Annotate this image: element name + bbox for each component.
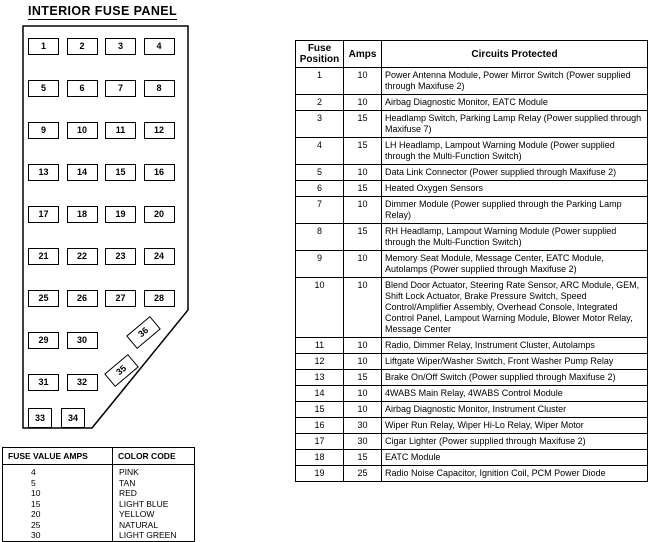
circuits-cell: Airbag Diagnostic Monitor, Instrument Cluster [382, 402, 648, 418]
circuits-table-head [296, 41, 648, 68]
fuse-number: 13 [38, 167, 49, 177]
fuse-position-cell: 5 [296, 165, 344, 181]
fuse-9 [28, 122, 59, 139]
circuits-header-position: Fuse Position [296, 41, 344, 68]
color-code-table [2, 447, 195, 542]
amps-cell: 10 [344, 402, 382, 418]
color-code-header-row [3, 448, 195, 465]
circuits-row [296, 138, 648, 165]
fuse-position-cell: 12 [296, 354, 344, 370]
fuse-number: 1 [40, 41, 46, 51]
fuse-17 [28, 206, 59, 223]
circuits-row [296, 251, 648, 278]
fuse-number: 31 [38, 377, 49, 387]
amps-cell: 10 [344, 251, 382, 278]
fuse-25 [28, 290, 59, 307]
fuse-31 [28, 374, 59, 391]
fuse-21 [28, 248, 59, 265]
fuse-33 [28, 408, 52, 428]
fuse-position-cell: 4 [296, 138, 344, 165]
fuse-position-cell: 11 [296, 338, 344, 354]
circuits-row [296, 370, 648, 386]
color-name-cell: TAN [119, 477, 136, 488]
fuse-position-cell: 8 [296, 224, 344, 251]
amps-cell: 10 [344, 338, 382, 354]
fuse-number: 9 [40, 125, 46, 135]
amps-cell: 10 [344, 68, 382, 95]
fuse-18 [67, 206, 98, 223]
circuits-row [296, 466, 648, 482]
fuse-position-cell: 3 [296, 111, 344, 138]
circuits-cell: Airbag Diagnostic Monitor, EATC Module [382, 95, 648, 111]
fuse-number: 3 [117, 41, 123, 51]
fuse-number: 26 [76, 293, 87, 303]
fuse-number: 28 [153, 293, 164, 303]
fuse-14 [67, 164, 98, 181]
fuse-19 [105, 206, 136, 223]
circuits-cell: Blend Door Actuator, Steering Rate Sensor, ARC Module, GEM, Shift Lock Actuator, Brake Pressure Switch, Speed Control/Amplifier Assembly, Overhead Console, Integrated Control Panel, Lampout Warning Module, Blower Motor Relay, Message Center [382, 278, 648, 338]
color-table-header-color: COLOR CODE [113, 448, 195, 465]
circuits-row [296, 450, 648, 466]
fuse-number: 27 [115, 293, 126, 303]
circuits-row [296, 197, 648, 224]
fuse-22 [67, 248, 98, 265]
amps-cell: 15 [344, 181, 382, 197]
fuse-number: 6 [79, 83, 85, 93]
circuits-cell: LH Headlamp, Lampout Warning Module (Power supplied through the Multi-Function Switch) [382, 138, 648, 165]
amps-value-cell: 25 [3, 520, 113, 531]
fuse-position-cell: 6 [296, 181, 344, 197]
fuse-20 [144, 206, 175, 223]
circuits-cell: Radio, Dimmer Relay, Instrument Cluster, Autolamps [382, 338, 648, 354]
fuse-number: 16 [153, 167, 164, 177]
circuits-cell: Heated Oxygen Sensors [382, 181, 648, 197]
fuse-number: 8 [156, 83, 162, 93]
circuits-cell: 4WABS Main Relay, 4WABS Control Module [382, 386, 648, 402]
circuits-table [295, 40, 648, 482]
fuse-position-cell: 2 [296, 95, 344, 111]
amps-cell: 15 [344, 111, 382, 138]
amps-cell: 10 [344, 197, 382, 224]
circuits-row [296, 338, 648, 354]
fuse-number: 30 [76, 335, 87, 345]
color-name-cell: RED [119, 488, 137, 498]
circuits-cell: EATC Module [382, 450, 648, 466]
fuse-34 [61, 408, 85, 428]
amps-cell: 10 [344, 386, 382, 402]
amps-cell: 25 [344, 466, 382, 482]
fuse-number: 34 [67, 412, 78, 423]
fuse-8 [144, 80, 175, 97]
fuse-number: 19 [115, 209, 126, 219]
fuse-number: 14 [76, 167, 87, 177]
fuse-position-cell: 18 [296, 450, 344, 466]
fuse-number: 25 [38, 293, 49, 303]
fuse-number: 24 [153, 251, 164, 261]
amps-cell: 15 [344, 370, 382, 386]
circuits-cell: Memory Seat Module, Message Center, EATC Module, Autolamps (Power supplied through Maxifuse 2) [382, 251, 648, 278]
amps-cell: 15 [344, 138, 382, 165]
color-code-row [3, 509, 195, 520]
amps-value-cell: 30 [3, 530, 113, 541]
fuse-number: 18 [76, 209, 87, 219]
circuits-cell: Headlamp Switch, Parking Lamp Relay (Power supplied through Maxifuse 7) [382, 111, 648, 138]
fuse-7 [105, 80, 136, 97]
amps-cell: 15 [344, 224, 382, 251]
amps-cell: 10 [344, 354, 382, 370]
fuse-3 [105, 38, 136, 55]
fuse-4 [144, 38, 175, 55]
fuse-30 [67, 332, 98, 349]
circuits-header-amps: Amps [344, 41, 382, 68]
circuits-row [296, 165, 648, 181]
fuse-position-cell: 13 [296, 370, 344, 386]
fuse-position-cell: 14 [296, 386, 344, 402]
color-code-row [3, 488, 195, 499]
circuits-table-body [296, 68, 648, 482]
circuits-row [296, 354, 648, 370]
fuse-27 [105, 290, 136, 307]
color-code-row [3, 465, 195, 478]
fuse-13 [28, 164, 59, 181]
fuse-number: 7 [117, 83, 123, 93]
circuits-row [296, 418, 648, 434]
page-title: INTERIOR FUSE PANEL [28, 4, 178, 18]
circuits-cell: Radio Noise Capacitor, Ignition Coil, PCM Power Diode [382, 466, 648, 482]
circuits-row [296, 95, 648, 111]
color-code-row [3, 478, 195, 489]
fuse-number: 10 [76, 125, 87, 135]
fuse-28 [144, 290, 175, 307]
circuits-cell: Dimmer Module (Power supplied through the Parking Lamp Relay) [382, 197, 648, 224]
fuse-number: 29 [38, 335, 49, 345]
fuse-number: 2 [79, 41, 85, 51]
circuits-row [296, 434, 648, 450]
fuse-number: 32 [76, 377, 87, 387]
color-name-cell: YELLOW [119, 509, 155, 519]
fuse-panel-diagram [22, 25, 190, 430]
fuse-number: 15 [115, 167, 126, 177]
fuse-10 [67, 122, 98, 139]
amps-cell: 30 [344, 418, 382, 434]
fuse-29 [28, 332, 59, 349]
fuse-1 [28, 38, 59, 55]
circuits-row [296, 111, 648, 138]
fuse-number: 12 [153, 125, 164, 135]
fuse-position-cell: 16 [296, 418, 344, 434]
circuits-header-row [296, 41, 648, 68]
amps-value-cell: 15 [3, 499, 113, 510]
fuse-number: 35 [114, 363, 129, 378]
color-code-row [3, 499, 195, 510]
amps-value-cell: 5 [3, 478, 113, 489]
color-table-header-amps: FUSE VALUE AMPS [3, 448, 113, 465]
fuse-23 [105, 248, 136, 265]
fuse-number: 4 [156, 41, 162, 51]
color-code-table-head [3, 448, 195, 465]
fuse-panel-grid [22, 25, 190, 430]
color-name-cell: NATURAL [119, 519, 159, 530]
fuse-number: 17 [38, 209, 49, 219]
fuse-number: 22 [76, 251, 87, 261]
color-name-cell: PINK [119, 467, 139, 477]
fuse-position-cell: 17 [296, 434, 344, 450]
circuits-cell: Wiper Run Relay, Wiper Hi-Lo Relay, Wiper Motor [382, 418, 648, 434]
circuits-cell: Data Link Connector (Power supplied through Maxifuse 2) [382, 165, 648, 181]
fuse-number: 23 [115, 251, 126, 261]
fuse-position-cell: 1 [296, 68, 344, 95]
amps-cell: 30 [344, 434, 382, 450]
fuse-24 [144, 248, 175, 265]
amps-cell: 10 [344, 278, 382, 338]
color-code-row [3, 520, 195, 531]
fuse-36 [126, 316, 161, 349]
fuse-number: 20 [153, 209, 164, 219]
fuse-2 [67, 38, 98, 55]
fuse-position-cell: 7 [296, 197, 344, 224]
fuse-number: 21 [38, 251, 49, 261]
color-name-cell: LIGHT GREEN [119, 530, 177, 540]
amps-value-cell: 4 [3, 465, 113, 478]
fuse-number: 5 [40, 83, 46, 93]
color-code-row [3, 530, 195, 541]
circuits-row [296, 402, 648, 418]
fuse-26 [67, 290, 98, 307]
fuse-position-cell: 9 [296, 251, 344, 278]
amps-cell: 15 [344, 450, 382, 466]
circuits-row [296, 278, 648, 338]
fuse-number: 36 [136, 325, 151, 340]
circuits-row [296, 386, 648, 402]
circuits-row [296, 68, 648, 95]
fuse-12 [144, 122, 175, 139]
circuits-row [296, 224, 648, 251]
amps-value-cell: 10 [3, 488, 113, 499]
color-name-cell: LIGHT BLUE [119, 498, 169, 509]
fuse-16 [144, 164, 175, 181]
circuits-cell: Power Antenna Module, Power Mirror Switch (Power supplied through Maxifuse 2) [382, 68, 648, 95]
fuse-position-cell: 19 [296, 466, 344, 482]
color-table-body [3, 465, 195, 542]
circuits-cell: RH Headlamp, Lampout Warning Module (Power supplied through the Multi-Function Switch) [382, 224, 648, 251]
circuits-cell: Liftgate Wiper/Washer Switch, Front Washer Pump Relay [382, 354, 648, 370]
amps-cell: 10 [344, 95, 382, 111]
fuse-number: 33 [34, 412, 45, 423]
fuse-15 [105, 164, 136, 181]
amps-value-cell: 20 [3, 509, 113, 520]
fuse-position-cell: 15 [296, 402, 344, 418]
fuse-32 [67, 374, 98, 391]
fuse-position-cell: 10 [296, 278, 344, 338]
circuits-cell: Cigar Lighter (Power supplied through Maxifuse 2) [382, 434, 648, 450]
fuse-35 [104, 354, 139, 387]
fuse-5 [28, 80, 59, 97]
amps-cell: 10 [344, 165, 382, 181]
fuse-number: 11 [115, 125, 126, 135]
circuits-cell: Brake On/Off Switch (Power supplied through Maxifuse 2) [382, 370, 648, 386]
fuse-6 [67, 80, 98, 97]
fuse-11 [105, 122, 136, 139]
circuits-row [296, 181, 648, 197]
circuits-header-circuits: Circuits Protected [382, 41, 648, 68]
